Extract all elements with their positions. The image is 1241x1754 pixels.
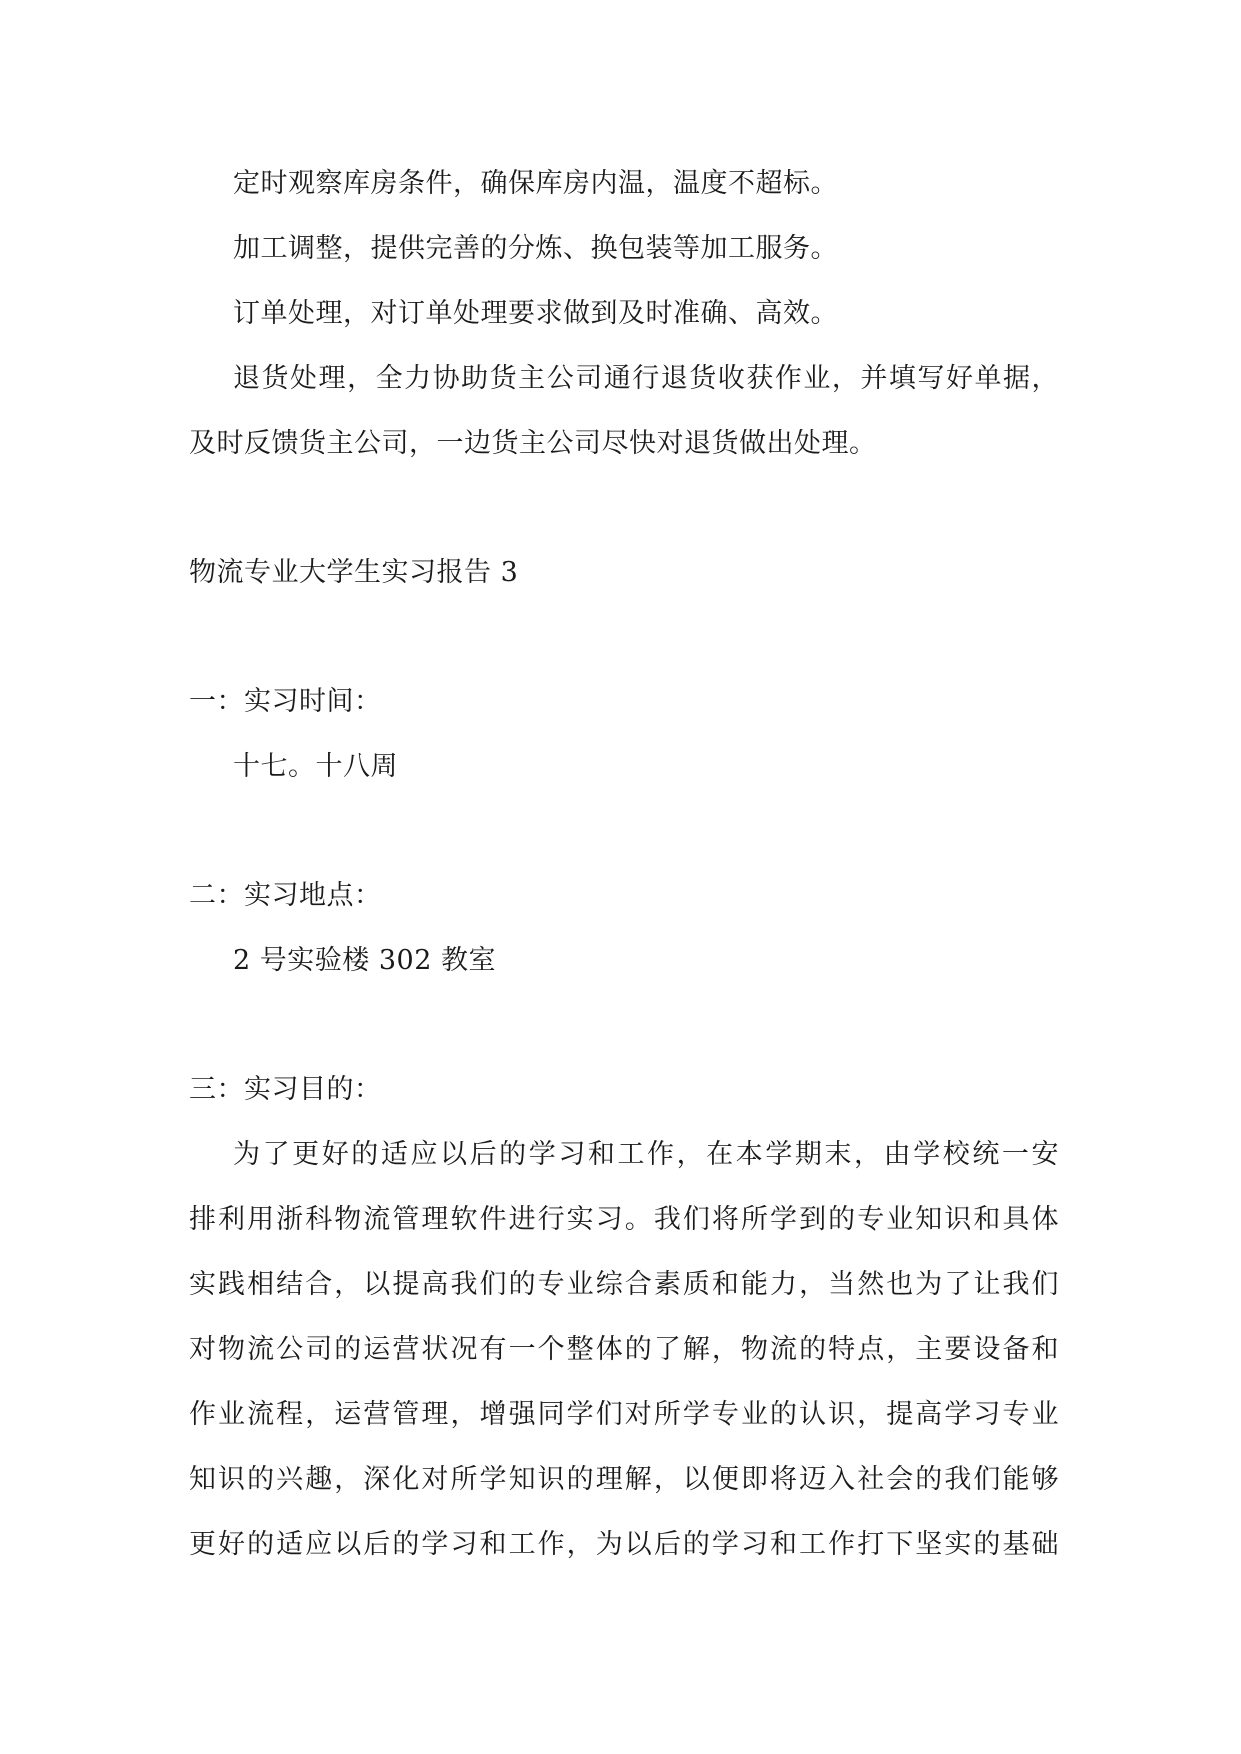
paragraph-line: 加工调整，提供完善的分炼、换包装等加工服务。 bbox=[233, 233, 838, 264]
section-content: 十七。十八周 bbox=[233, 751, 398, 782]
section-heading: 一：实习时间： bbox=[189, 686, 382, 717]
paragraph-line: 退货处理，全力协助货主公司通行退货收获作业，并填写好单据， bbox=[233, 363, 1059, 394]
section-content: 2 号实验楼 302 教室 bbox=[233, 945, 496, 976]
paragraph-line: 实践相结合，以提高我们的专业综合素质和能力，当然也为了让我们 bbox=[189, 1269, 1059, 1300]
paragraph-line: 更好的适应以后的学习和工作，为以后的学习和工作打下坚实的基础 bbox=[189, 1529, 1059, 1560]
paragraph-line: 对物流公司的运营状况有一个整体的了解，物流的特点，主要设备和 bbox=[189, 1334, 1059, 1365]
paragraph-line: 定时观察库房条件，确保库房内温，温度不超标。 bbox=[233, 168, 838, 199]
paragraph-line: 为了更好的适应以后的学习和工作，在本学期末，由学校统一安 bbox=[233, 1139, 1059, 1170]
report-title: 物流专业大学生实习报告 3 bbox=[189, 557, 519, 588]
section-heading: 三：实习目的： bbox=[189, 1074, 382, 1105]
paragraph-line: 知识的兴趣，深化对所学知识的理解，以便即将迈入社会的我们能够 bbox=[189, 1464, 1059, 1495]
paragraph-line: 订单处理，对订单处理要求做到及时准确、高效。 bbox=[233, 298, 838, 329]
section-heading: 二：实习地点： bbox=[189, 880, 382, 911]
paragraph-line: 作业流程，运营管理，增强同学们对所学专业的认识，提高学习专业 bbox=[189, 1399, 1059, 1430]
paragraph-line: 及时反馈货主公司，一边货主公司尽快对退货做出处理。 bbox=[189, 428, 877, 459]
paragraph-line: 排利用浙科物流管理软件进行实习。我们将所学到的专业知识和具体 bbox=[189, 1204, 1059, 1235]
